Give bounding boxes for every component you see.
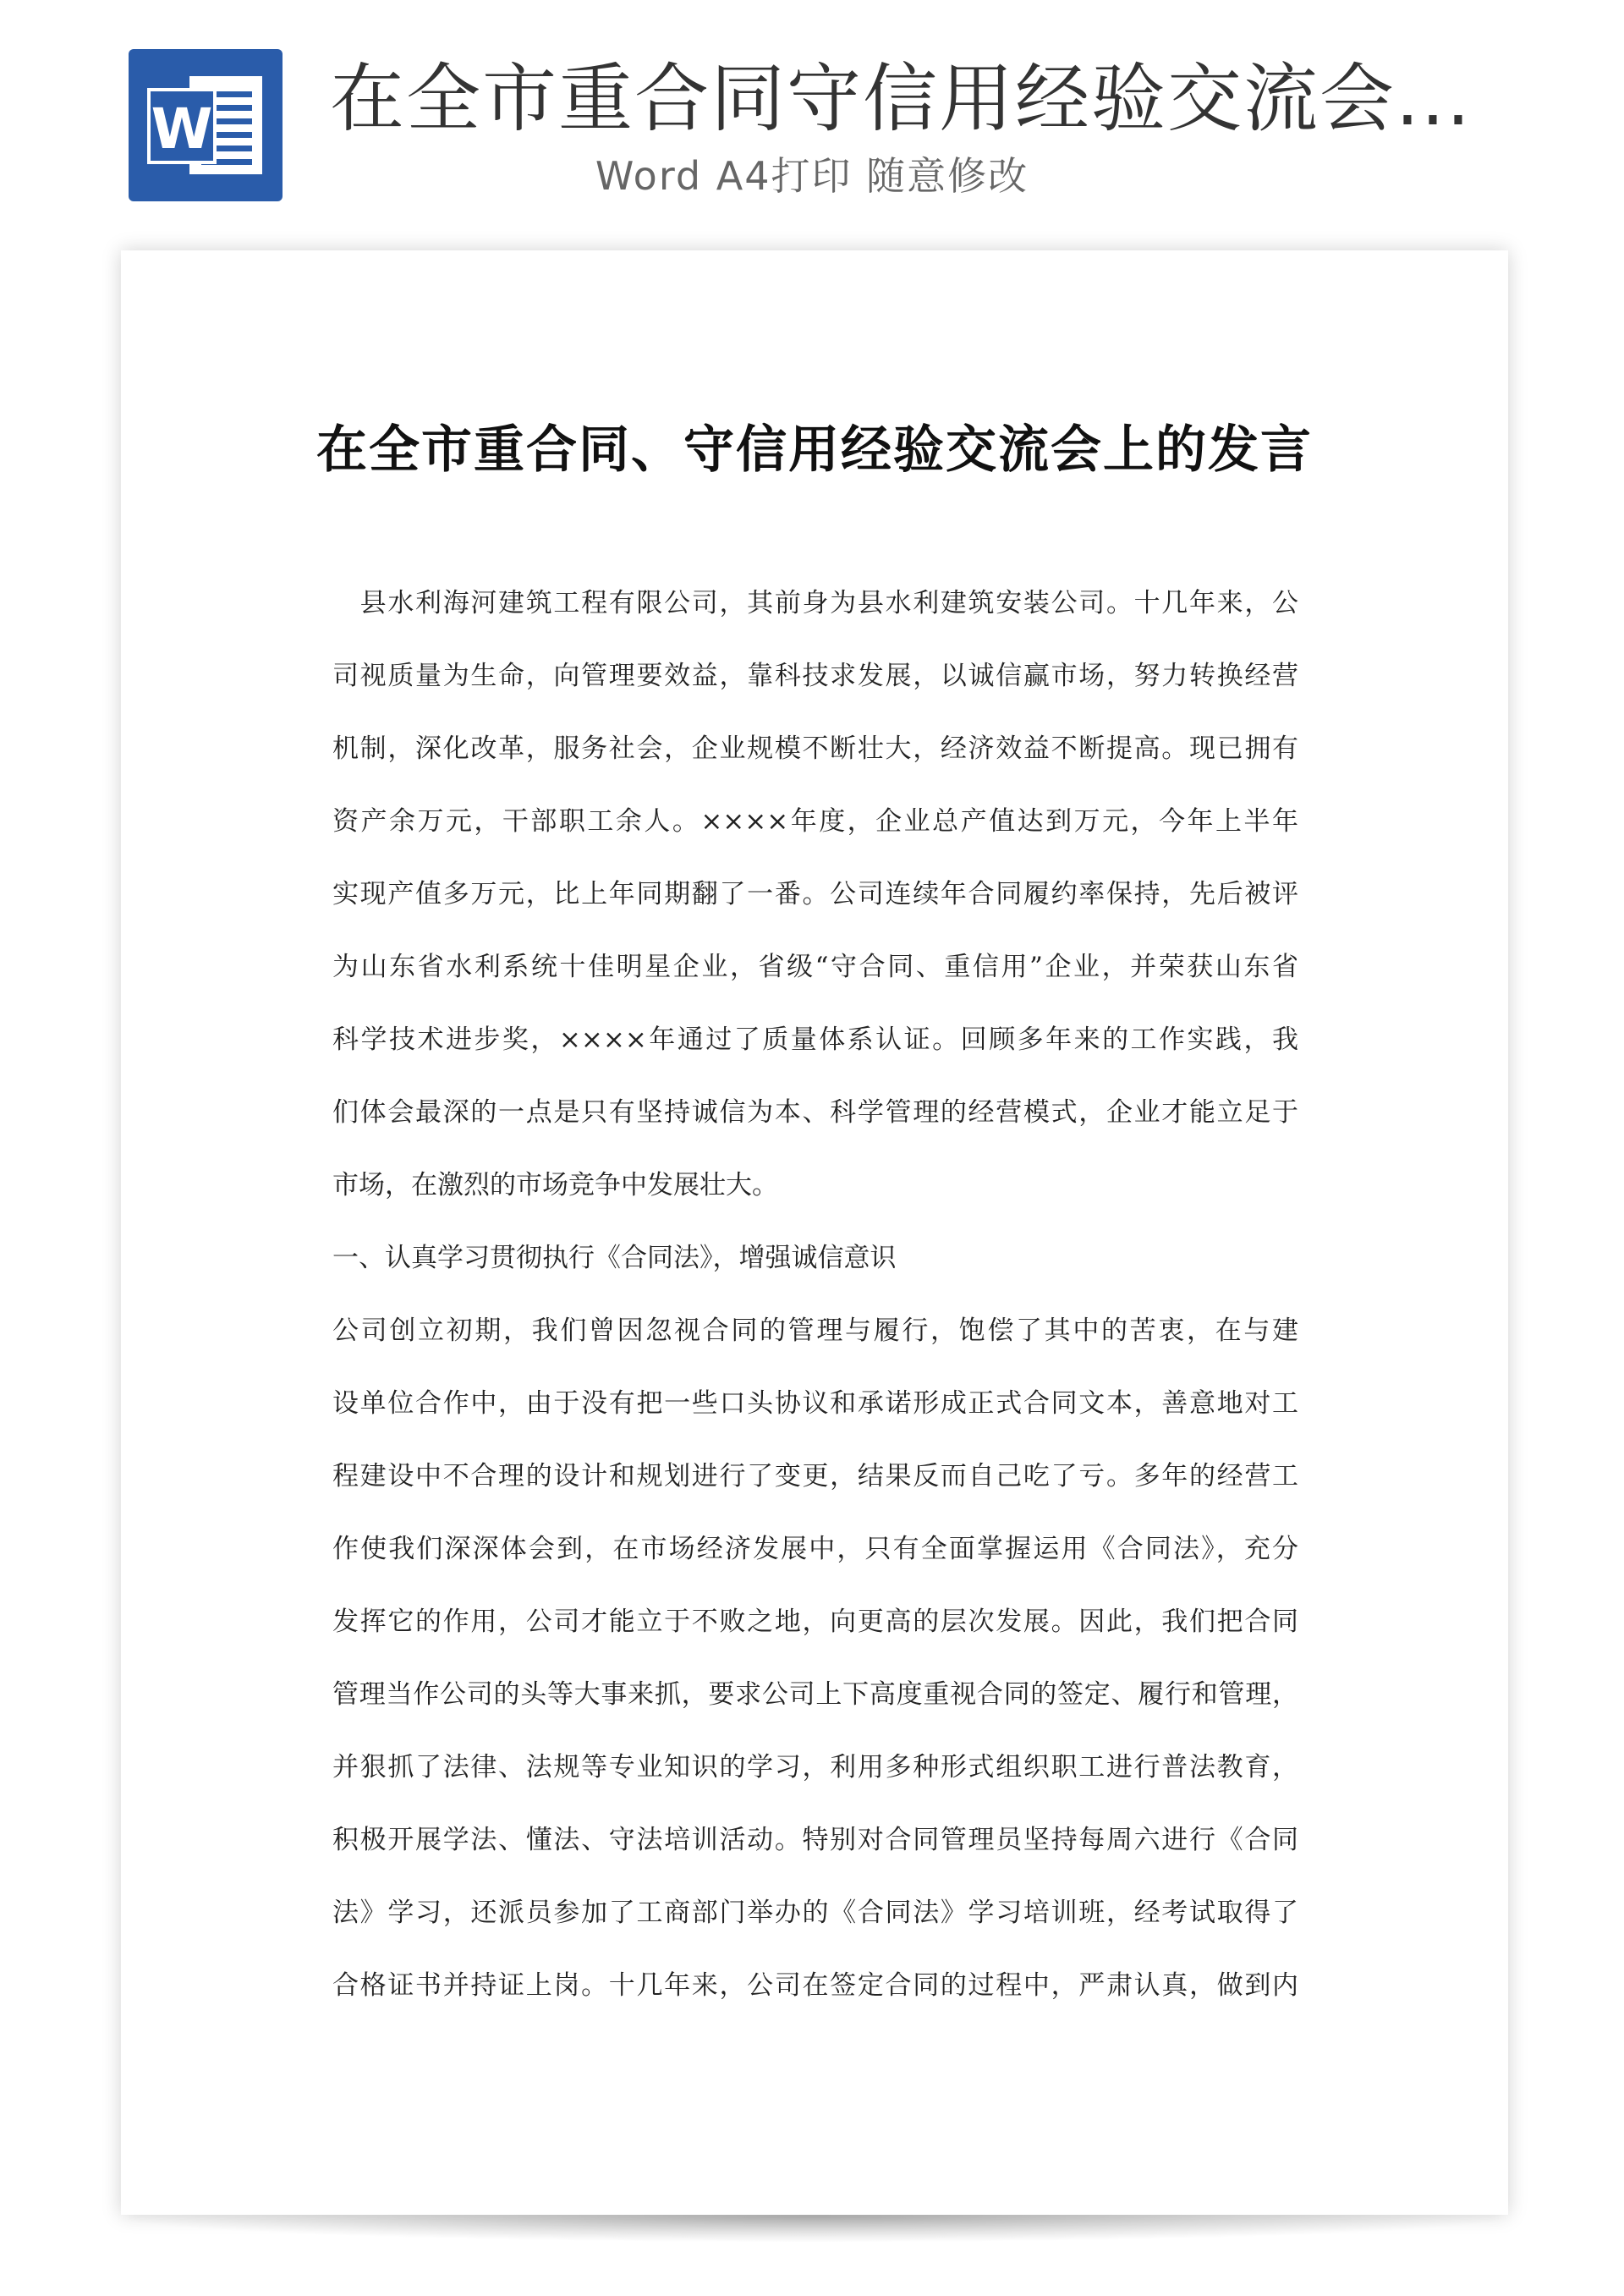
- body-line: 为山东省水利系统十佳明星企业，省级“守合同、重信用”企业，并荣获山东省: [332, 952, 1298, 982]
- body-line: 作使我们深深体会到，在市场经济发展中，只有全面掌握运用《合同法》，充分: [332, 1534, 1298, 1564]
- body-line: 们体会最深的一点是只有坚持诚信为本、科学管理的经营模式，企业才能立足于: [332, 1097, 1298, 1128]
- body-line: 市场，在激烈的市场竞争中发展壮大。: [332, 1170, 778, 1200]
- document-body: [332, 567, 1298, 2022]
- body-line: 积极开展学法、懂法、守法培训活动。特别对合同管理员坚持每周六进行《合同: [332, 1825, 1298, 1855]
- body-line: 资产余万元，干部职工余人。××××年度，企业总产值达到万元，今年上半年: [332, 806, 1298, 837]
- body-line: 合格证书并持证上岗。十几年来，公司在签定合同的过程中，严肃认真，做到内: [332, 1970, 1298, 2001]
- header-subtitle: Word A4打印 随意修改: [595, 153, 1029, 199]
- section-heading: 一、认真学习贯彻执行《合同法》，增强诚信意识: [332, 1243, 897, 1273]
- body-line: 管理当作公司的头等大事来抓，要求公司上下高度重视合同的签定、履行和管理，: [332, 1679, 1298, 1710]
- body-line: 并狠抓了法律、法规等专业知识的学习，利用多种形式组织职工进行普法教育，: [332, 1752, 1298, 1782]
- header-title: 在全市重合同守信用经验交流会...: [330, 55, 1472, 142]
- body-line: 科学技术进步奖，××××年通过了质量体系认证。回顾多年来的工作实践，我: [332, 1024, 1298, 1055]
- body-line: 司视质量为生命，向管理要效益，靠科技求发展，以诚信赢市场，努力转换经营: [332, 661, 1298, 691]
- body-line: 公司创立初期，我们曾因忽视合同的管理与履行，饱偿了其中的苦衷，在与建: [332, 1316, 1298, 1346]
- body-line: 程建设中不合理的设计和规划进行了变更，结果反而自己吃了亏。多年的经营工: [332, 1461, 1298, 1491]
- document-title: 在全市重合同、守信用经验交流会上的发言: [316, 420, 1313, 480]
- body-line: 机制，深化改革，服务社会，企业规模不断壮大，经济效益不断提高。现已拥有: [332, 733, 1298, 764]
- body-line: 设单位合作中，由于没有把一些口头协议和承诺形成正式合同文本，善意地对工: [332, 1388, 1298, 1419]
- body-line: 发挥它的作用，公司才能立于不败之地，向更高的层次发展。因此，我们把合同: [332, 1607, 1298, 1637]
- body-line: 法》学习，还派员参加了工商部门举办的《合同法》学习培训班，经考试取得了: [332, 1898, 1298, 1928]
- body-line: 县水利海河建筑工程有限公司，其前身为县水利建筑安装公司。十几年来，公: [332, 588, 1298, 618]
- word-logo-letter: W: [147, 88, 217, 164]
- body-line: 实现产值多万元，比上年同期翻了一番。公司连续年合同履约率保持，先后被评: [332, 879, 1298, 909]
- document-page: [121, 250, 1508, 2215]
